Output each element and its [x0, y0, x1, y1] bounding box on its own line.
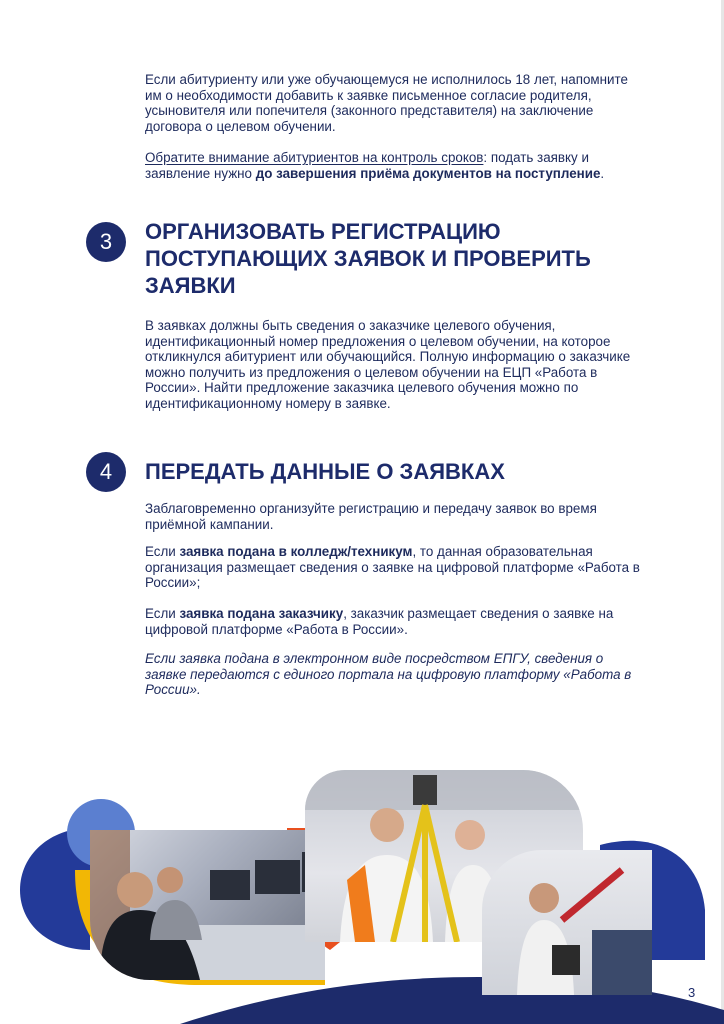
section-4-number-badge: 4	[86, 452, 126, 492]
p2-start: Если	[145, 544, 180, 559]
photo-students-illustration	[90, 830, 325, 980]
deadline-bold: до завершения приёма документов на поступление	[255, 165, 601, 181]
photo-engineer	[482, 850, 652, 995]
section-3-number-badge: 3	[86, 222, 126, 262]
deadline-middle: : подать заявку и заявление нужно	[145, 150, 589, 181]
p2-bold: заявка подана в колледж/техникум	[179, 544, 413, 559]
p3-start: Если	[145, 606, 180, 621]
section-3-title: ОРГАНИЗОВАТЬ РЕГИСТРАЦИЮ ПОСТУПАЮЩИХ ЗАЯВОК И ПРОВЕРИТЬ ЗАЯВКИ	[145, 219, 591, 298]
section-4-title: ПЕРЕДАТЬ ДАННЫЕ О ЗАЯВКАХ	[145, 459, 505, 484]
page-number: 3	[688, 985, 696, 1000]
section-4-paragraph-1: Заблаговременно организуйте регистрацию и передачу заявок во время приёмной кампании.	[145, 501, 597, 532]
intro-text: Если абитуриенту или уже обучающемуся не исполнилось 18 лет, напомните им о необходимости добавить к заявке письменное согласие родителя, усыновителя или попечителя (законного представителя) на заключение договора о целевом обучении.	[145, 72, 628, 134]
section-4-paragraph-4: Если заявка подана в электронном виде посредством ЕПГУ, сведения о заявке передаются с единого портала на цифровую платформу «Работа в России».	[145, 651, 632, 698]
section-3-body: В заявках должны быть сведения о заказчике целевого обучения, идентификационный номер предложения о целевом обучении, на которое откликнулся абитуриент или обучающийся. Полную информацию о заказчике можно получить из предложения о целевом обучении на ЕЦП «Работа в России». Найти предложение заказчика целевого обучения можно по идентификационному номеру в заявке.	[145, 318, 631, 411]
photo-engineer-illustration	[482, 850, 652, 995]
p3-end: , заказчик размещает сведения о заявке на цифровой платформе «Работа в России».	[145, 606, 614, 637]
deadline-underlined: Обратите внимание абитуриентов на контроль сроков	[145, 150, 484, 165]
p3-bold: заявка подана заказчику	[179, 606, 344, 621]
photo-students-computers	[90, 830, 325, 980]
p2-end: , то данная образовательная организация размещает сведения о заявке на цифровой платформе «Работа в России»;	[145, 544, 640, 591]
deadline-end: .	[600, 165, 605, 181]
